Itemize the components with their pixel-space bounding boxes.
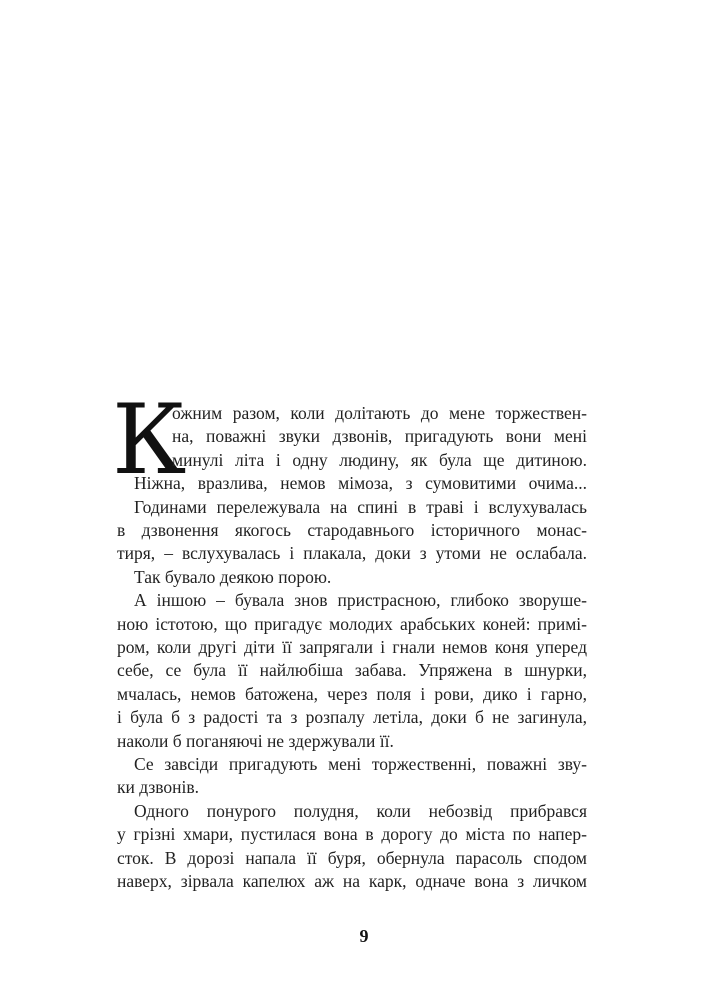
text-line: ки дзвонів. (117, 777, 200, 798)
text-line: на, поважні звуки дзвонів, пригадують вони мені (172, 426, 587, 447)
text-line: Ніжна, вразлива, немов мімоза, з сумовитими очима... (134, 473, 587, 494)
text-line: наверх, зірвала капелюх аж на карк, одначе вона з личком (117, 871, 587, 891)
text-line: ожним разом, коли долітають до мене торжествен- (172, 403, 587, 423)
text-line: ною істотою, що пригадує молодих арабських коней: примі- (117, 613, 587, 634)
text-line: Се завсіди пригадують мені торжественні, поважні зву- (134, 754, 587, 774)
text-line: і була б з радості та з розпалу летіла, доки б не загинула, (117, 707, 587, 728)
text-line: у грізні хмари, пустилася вона в дорогу до міста по напер- (117, 824, 587, 845)
text-line: мчалась, немов батожена, через поля і рови, дико і гарно, (117, 683, 587, 704)
text-line: тиря, – вслухувалась і плакала, доки з утоми не ослабала. (117, 543, 587, 564)
text-line: А іншою – бувала знов пристрасною, глибоко зворуше- (134, 590, 587, 611)
text-line: себе, се була її найлюбіша забава. Упряжена в шнурки, (117, 660, 587, 681)
text-line: Так бувало деякою порою. (134, 566, 332, 587)
drop-cap: К (112, 384, 187, 496)
page-number: 9 (359, 926, 369, 946)
text-line: наколи б поганяючі не здержували її. (117, 730, 394, 751)
text-line: Годинами перележувала на спині в траві і вслухувалась (134, 496, 587, 517)
text-line: в дзвонення якогось стародавнього історичного монас- (117, 520, 587, 540)
text-line: сток. В дорозі напала її буря, обернула парасоль сподом (117, 847, 587, 868)
text-line: Одного понурого полудня, коли небозвід прибрався (134, 800, 587, 821)
text-line: ром, коли другі діти її запрягали і гнали немов коня уперед (117, 637, 587, 657)
text-line: минулі літа і одну людину, як була ще дитиною. (172, 449, 587, 470)
